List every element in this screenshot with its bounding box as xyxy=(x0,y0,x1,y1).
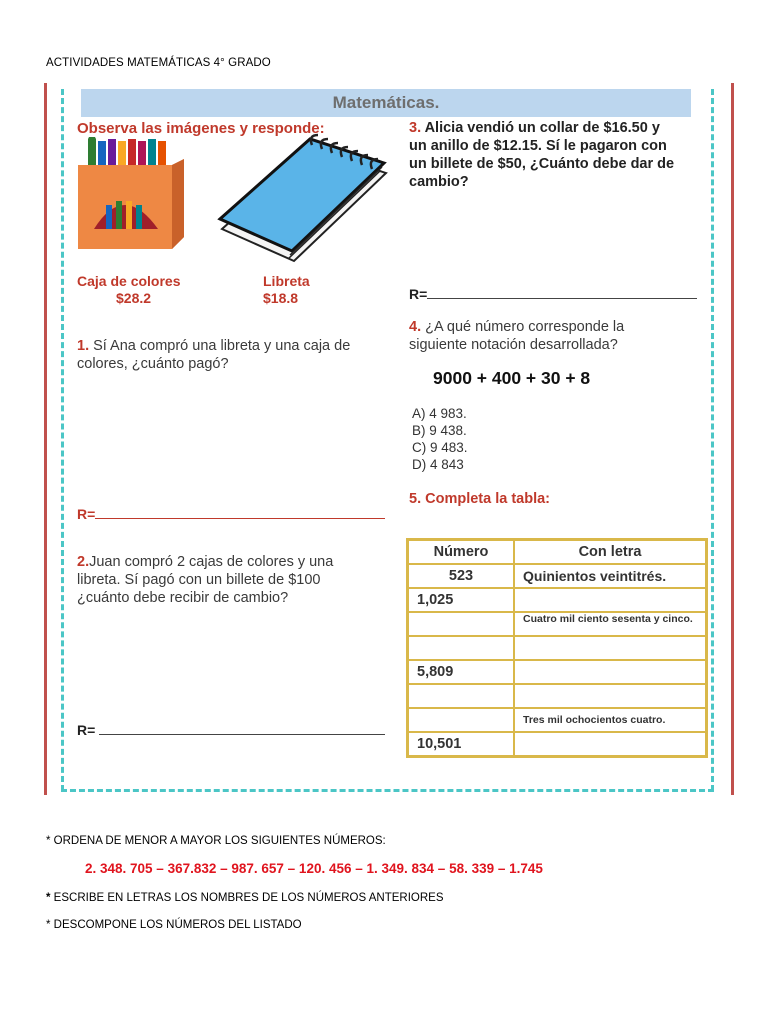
option-c: C) 9 483. xyxy=(412,440,468,455)
question-2-text-c: ¿cuánto debe recibir de cambio? xyxy=(77,590,289,606)
bottom-dashed-border xyxy=(61,789,714,792)
answer-rule-1 xyxy=(95,518,385,519)
question-5-text: Completa la tabla: xyxy=(421,491,551,507)
table-cell-words xyxy=(514,684,707,708)
left-dashed-border xyxy=(61,89,64,791)
table-cell-words xyxy=(514,660,707,684)
notebook-label xyxy=(263,273,310,307)
table-row xyxy=(408,708,707,732)
table-cell-words: Tres mil ochocientos cuatro. xyxy=(514,708,707,732)
instruction-write-words-text: ESCRIBE EN LETRAS LOS NOMBRES DE LOS NÚMEROS ANTERIORES xyxy=(50,892,444,904)
crayon-box-price: $28.2 xyxy=(116,290,152,306)
option-a: A) 4 983. xyxy=(412,406,467,421)
table-cell-number xyxy=(408,684,515,708)
notebook-name: Libreta xyxy=(263,273,310,289)
question-3 xyxy=(409,119,674,191)
question-5-number: 5. xyxy=(409,491,422,507)
table-cell-number xyxy=(408,612,515,636)
numbers-table xyxy=(406,538,708,758)
table-cell-words: Cuatro mil ciento sesenta y cinco. xyxy=(514,612,707,636)
question-3-text-a: Alicia vendió un collar de $16.50 y xyxy=(421,120,660,136)
document-title: ACTIVIDADES MATEMÁTICAS 4° GRADO xyxy=(46,57,271,69)
table-cell-number: 1,025 xyxy=(408,588,515,612)
question-1-text-a: Sí Ana compró una libreta y una caja de xyxy=(89,338,351,354)
table-cell-number xyxy=(408,636,515,660)
option-d: D) 4 843 xyxy=(412,457,464,472)
table-row xyxy=(408,564,707,588)
numbers-list: 2. 348. 705 – 367.832 – 987. 657 – 120. 456 – 1. 349. 834 – 58. 339 – 1.745 xyxy=(85,861,543,876)
question-1 xyxy=(77,337,350,373)
instruction-order: * ORDENA DE MENOR A MAYOR LOS SIGUIENTES NÚMEROS: xyxy=(46,835,386,847)
question-2-number: 2. xyxy=(77,554,90,570)
crayon-box-label xyxy=(77,273,181,307)
worksheet-banner: Matemáticas. xyxy=(81,89,691,117)
table-row xyxy=(408,684,707,708)
table-header-number: Número xyxy=(408,540,515,565)
question-1-text-b: colores, ¿cuánto pagó? xyxy=(77,356,229,372)
observe-heading: Observa las imágenes y responde: xyxy=(77,120,325,137)
table-cell-number: 5,809 xyxy=(408,660,515,684)
answer-rule-2 xyxy=(99,734,385,735)
instruction-write-words xyxy=(46,892,444,904)
question-4-text-b: siguiente notación desarrollada? xyxy=(409,337,618,353)
answer-line-2 xyxy=(77,722,385,738)
crayon-box-name: Caja de colores xyxy=(77,273,181,289)
answer-line-3 xyxy=(409,286,697,302)
instruction-decompose: * DESCOMPONE LOS NÚMEROS DEL LISTADO xyxy=(46,919,302,931)
table-cell-number xyxy=(408,708,515,732)
worksheet-image xyxy=(44,83,734,795)
table-row xyxy=(408,612,707,636)
answer-label-1: R= xyxy=(77,506,96,522)
question-3-text-b: un anillo de $12.15. Sí le pagaron con xyxy=(409,138,667,154)
question-2 xyxy=(77,553,333,607)
question-2-text-a: Juan compró 2 cajas de colores y una xyxy=(89,554,334,570)
question-3-number: 3. xyxy=(409,120,422,136)
table-cell-words xyxy=(514,588,707,612)
table-header-row xyxy=(408,540,707,565)
answer-label-2: R= xyxy=(77,722,96,738)
question-5 xyxy=(409,490,550,508)
right-dashed-border xyxy=(711,89,714,791)
question-3-text-c: un billete de $50, ¿Cuánto debe dar de xyxy=(409,156,675,172)
question-4-text-a: ¿A qué número corresponde la xyxy=(421,319,625,335)
option-b: B) 9 438. xyxy=(412,423,467,438)
table-cell-words xyxy=(514,636,707,660)
expanded-notation: 9000 + 400 + 30 + 8 xyxy=(433,368,591,388)
question-3-text-d: cambio? xyxy=(409,174,469,190)
table-cell-words: Quinientos veintitrés. xyxy=(514,564,707,588)
crayon-box-icon xyxy=(76,137,186,257)
left-red-border xyxy=(44,83,47,795)
question-2-text-b: libreta. Sí pagó con un billete de $100 xyxy=(77,572,321,588)
question-4-number: 4. xyxy=(409,319,422,335)
notebook-icon xyxy=(216,133,391,263)
table-row xyxy=(408,588,707,612)
answer-label-3: R= xyxy=(409,286,428,302)
answer-line-1 xyxy=(77,506,385,522)
table-cell-number: 10,501 xyxy=(408,732,515,757)
table-row xyxy=(408,660,707,684)
table-row xyxy=(408,636,707,660)
answer-rule-3 xyxy=(427,298,697,299)
question-1-number: 1. xyxy=(77,338,90,354)
table-cell-number: 523 xyxy=(408,564,515,588)
table-cell-words xyxy=(514,732,707,757)
table-header-words: Con letra xyxy=(514,540,707,565)
notebook-price: $18.8 xyxy=(263,290,299,306)
instruction-write-words-star: * xyxy=(46,892,51,904)
question-4 xyxy=(409,318,624,354)
right-red-border xyxy=(731,83,734,795)
table-row xyxy=(408,732,707,757)
